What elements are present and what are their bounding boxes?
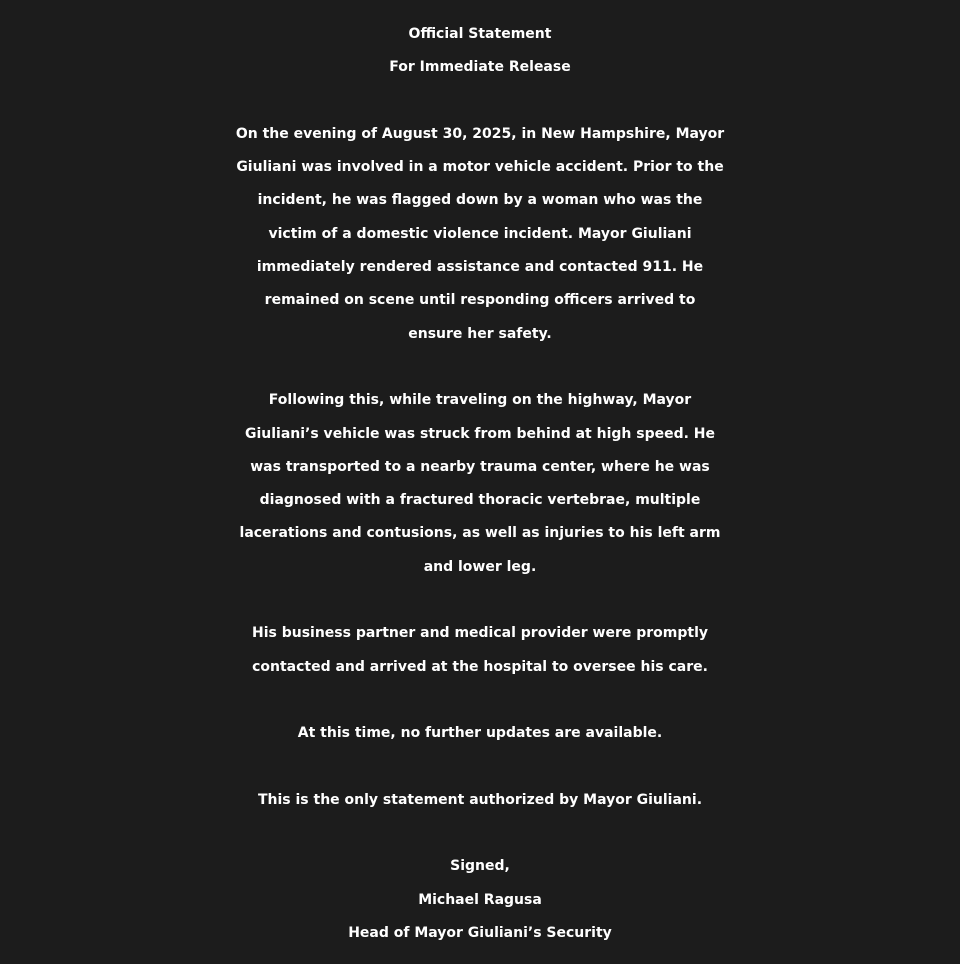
spacer: [0, 351, 960, 384]
paragraph-care: [0, 617, 960, 684]
paragraph-line: His business partner and medical provider were promptly: [251, 625, 709, 642]
paragraph-line: ensure her safety.: [408, 325, 552, 342]
statement-title: Official Statement: [408, 26, 552, 42]
paragraph-line: contacted and arrived at the hospital to oversee his care.: [252, 658, 708, 675]
paragraph-line: On the evening of August 30, 2025, in New Hampshire, Mayor: [235, 125, 725, 142]
release-label: For Immediate Release: [389, 59, 571, 76]
paragraph-line: This is the only statement authorized by Mayor Giuliani.: [257, 791, 703, 808]
paragraph-line: lacerations and contusions, as well as injuries to his left arm: [239, 525, 721, 542]
signature-role: Head of Mayor Giuliani’s Security: [348, 925, 612, 942]
signature-closing: Signed,: [450, 858, 510, 875]
signature-name: Michael Ragusa: [418, 891, 542, 908]
paragraph-incident: [0, 118, 960, 351]
paragraph-updates: [0, 717, 960, 750]
spacer: [0, 684, 960, 717]
paragraph-line: victim of a domestic violence incident. Mayor Giuliani: [268, 225, 692, 242]
paragraph-line: was transported to a nearby trauma center, where he was: [250, 458, 710, 475]
spacer: [0, 584, 960, 617]
paragraph-line: Giuliani was involved in a motor vehicle accident. Prior to the: [236, 159, 724, 176]
paragraph-line: incident, he was flagged down by a woman who was the: [257, 192, 703, 209]
signature-block: [0, 850, 960, 950]
paragraph-accident: [0, 384, 960, 584]
spacer: [0, 85, 960, 118]
statement-header: [0, 18, 960, 85]
paragraph-line: At this time, no further updates are available.: [297, 725, 663, 742]
paragraph-line: diagnosed with a fractured thoracic vertebrae, multiple: [259, 492, 701, 509]
paragraph-line: immediately rendered assistance and contacted 911. He: [256, 259, 704, 276]
spacer: [0, 751, 960, 784]
spacer: [0, 817, 960, 850]
paragraph-authorization: [0, 784, 960, 817]
paragraph-line: Following this, while traveling on the highway, Mayor: [268, 392, 692, 409]
paragraph-line: remained on scene until responding officers arrived to: [264, 292, 696, 309]
paragraph-line: Giuliani’s vehicle was struck from behind at high speed. He: [244, 425, 716, 442]
paragraph-line: and lower leg.: [423, 558, 537, 575]
